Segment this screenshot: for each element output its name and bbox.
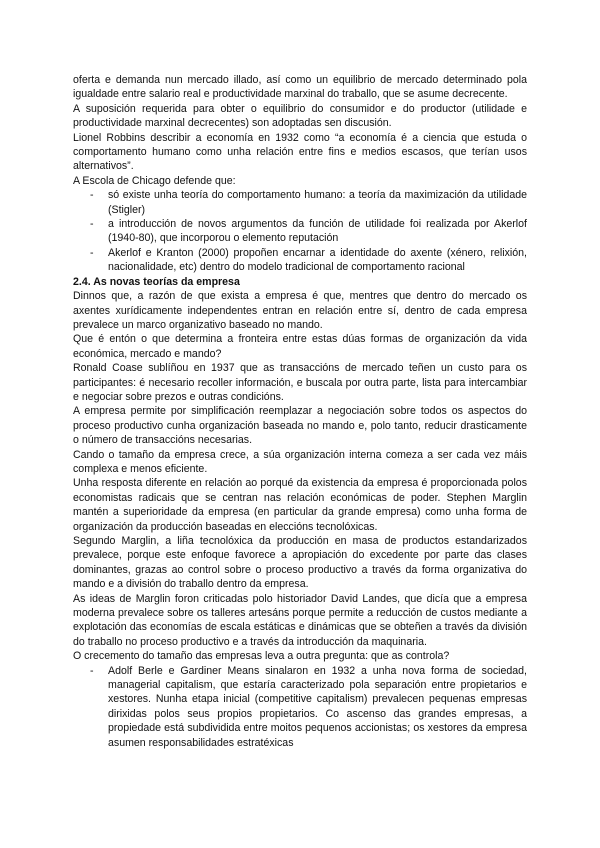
chicago-school-list [73,188,527,274]
paragraph: oferta e demanda nun mercado illado, así como un equilibrio de mercado determinado pola igualdade entre salario real e productividade marxinal do traballo, que se asume decrecente. [73,74,527,101]
paragraph: Unha resposta diferente en relación ao porqué da existencia da empresa é proporcionada polos economistas radicais que se centran nas relación económicas de poder. Stephen Marglin mantén a superioridade da empresa (en particular da grande empresa) como unha forma de organización da producción baseadas en eleccións tecnolóxicas. [73,477,527,533]
paragraph: Lionel Robbins describir a economía en 1932 como “a economía é a ciencia que estuda o comportamento humano como unha relación entre fins e medios escasos, que terían usos alternativos”. [73,131,527,173]
section-heading: 2.4. As novas teorías da empresa [73,275,240,288]
paragraph: As ideas de Marglin foron criticadas polo historiador David Landes, que dicía que a empresa moderna prevalece sobre os talleres artesáns porque permite a reducción de custos mediante a explotación das economías de escala estáticas e dinámicas que se obteñen a través da división do traballo no proceso productivo e a través da introducción da maquinaria. [73,592,527,648]
list-dash: - [90,664,94,677]
list-dash: - [90,189,94,202]
paragraph: Cando o tamaño da empresa crece, a súa organización interna comeza a ser cada vez máis complexa e menos eficiente. [73,448,527,475]
list-item [73,217,527,246]
paragraph: A empresa permite por simplificación reemplazar a negociación sobre todos os aspectos do proceso productivo cunha organización baseada no mando e, polo tanto, reducir drasticamente o número de transaccións necesarias. [73,405,527,447]
list-item-text: Akerlof e Kranton (2000) propoñen encarnar a identidade do axente (xénero, relixión, nacionalidade, etc) dentro do modelo tradicional de comportamento racional [108,246,527,274]
ownership-control-list [73,664,527,750]
paragraph: Ronald Coase sublíñou en 1937 que as transaccións de mercado teñen un custo para os participantes: é necesario recoller información, e buscala por outra parte, lista para intercambiar e negociar sobre prezos e outras condicións. [73,362,527,403]
list-item [73,188,527,217]
paragraph: Que é entón o que determina a fronteira entre estas dúas formas de organización da vida económica, mercado e mando? [73,333,527,360]
list-item [73,664,527,750]
list-dash: - [90,218,94,231]
list-item-text: só existe unha teoría do comportamento humano: a teoría da maximización da utilidade (Stigler) [108,189,527,216]
paragraph: A Escola de Chicago defende que: [73,174,236,187]
paragraph: Dinnos que, a razón de que exista a empresa é que, mentres que dentro do mercado os axentes xurídicamente independentes entran en relación entre sí, dentro de cada empresa prevalece un marco organizativo baseado no mando. [73,290,527,331]
paragraph: Segundo Marglin, a liña tecnolóxica da producción en masa de productos estandarizados prevalece, porque este enfoque favorece a apropiación do excedente por parte das clases dominantes, grazas ao control sobre o proceso productivo a través da forma organizativa do mando e a división do traballo dentro da empresa. [73,535,527,591]
list-item [73,246,527,275]
list-dash: - [90,246,94,259]
paragraph: A suposición requerida para obter o equilibrio do consumidor e do productor (utilidade e productividade marxinal decrecentes) son adoptadas sen discusión. [73,102,527,130]
list-item-text: Adolf Berle e Gardiner Means sinalaron en 1932 a unha nova forma de sociedad, managerial capitalism, que estaría caracterizado pola separación entre propietarios e xestores. Nunha etapa inicial (competitive capitalism) prevalecen pequenas empresas dirixidas polos seus propios propietarios. Co ascenso das grandes empresas, a propiedade está subdividida entre moitos pequenos accionistas; os xestores da empresa asumen responsabilidades estratéxicas [108,664,527,749]
paragraph: O crecemento do tamaño das empresas leva a outra pregunta: que as controla? [73,650,450,663]
list-item-text: a introducción de novos argumentos da función de utilidade foi realizada por Akerlof (1940-80), que incorporou o elemento reputación [108,218,527,245]
document-page [73,73,527,750]
